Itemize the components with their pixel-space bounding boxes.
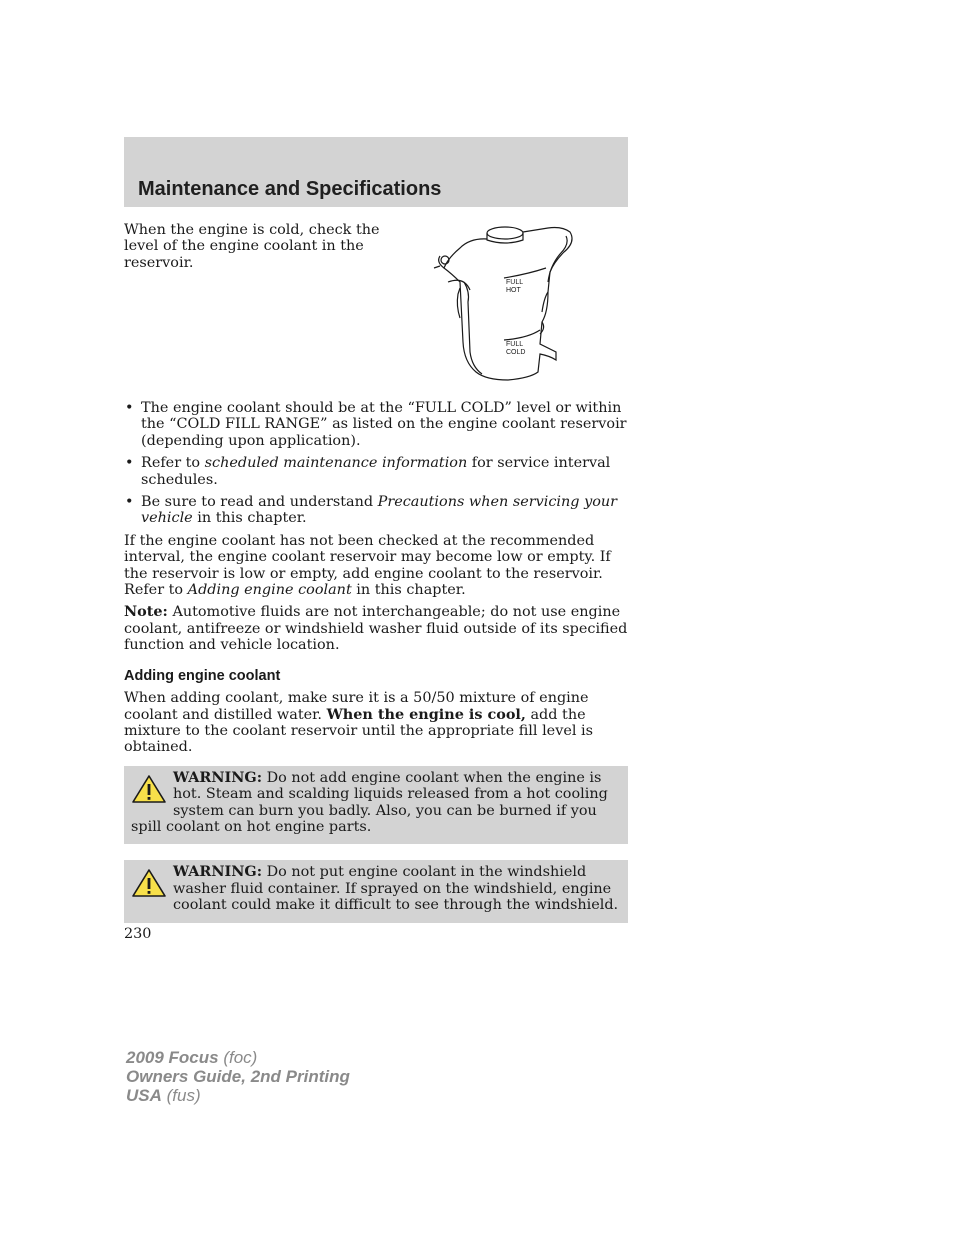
list-item xyxy=(124,400,628,449)
body-paragraph xyxy=(124,533,628,599)
bullet-list xyxy=(124,400,628,527)
full-cold-label-2: COLD xyxy=(506,349,526,356)
bullet-dot: • xyxy=(125,494,134,511)
warning-text: Do not put engine coolant in the windshield washer fluid container. If sprayed on the windshield, engine coolant could make it difficult to see through the windshield. xyxy=(173,864,619,914)
bullet-text: Refer to xyxy=(141,455,205,472)
reference-link: Precautions when servicing your vehicle xyxy=(141,494,618,527)
bullet-dot: • xyxy=(125,455,134,472)
page-number: 230 xyxy=(124,926,152,942)
body-paragraph xyxy=(124,690,628,756)
emphasis-text: When the engine is cool, xyxy=(326,705,526,723)
paragraph-text: add the mixture to the coolant reservoir until the appropriate fill level is obtained. xyxy=(124,706,594,756)
footer-market: USA xyxy=(126,1086,162,1105)
warning-label: WARNING: xyxy=(173,863,263,881)
header-band xyxy=(124,137,628,207)
list-item xyxy=(124,494,628,527)
main-content xyxy=(124,400,628,923)
bullet-dot: • xyxy=(125,400,134,416)
warning-text: Do not add engine coolant when the engine is hot. Steam and scalding liquids released from a hot cooling system can burn you badly. Also, you can be burned if you spill coolant on hot engine parts. xyxy=(131,769,608,835)
warning-box xyxy=(124,860,628,922)
bullet-text: in this chapter. xyxy=(192,510,307,527)
paragraph-text: When adding coolant, make sure it is a 50/50 mixture of engine coolant and distilled water. xyxy=(124,690,589,723)
warning-label: WARNING: xyxy=(173,768,263,786)
footer-code: (fus) xyxy=(161,1086,201,1105)
section-heading: Adding engine coolant xyxy=(124,667,281,684)
note-label: Note: xyxy=(124,603,168,621)
paragraph-text: in this chapter. xyxy=(351,582,466,599)
footer-line xyxy=(126,1086,350,1105)
footer-code: (foc) xyxy=(218,1048,258,1067)
bullet-text: Be sure to read and understand xyxy=(141,494,378,511)
reference-link: scheduled maintenance information xyxy=(204,455,468,472)
footer-line xyxy=(126,1067,350,1086)
coolant-reservoir-illustration xyxy=(430,222,580,387)
intro-paragraph: When the engine is cold, check the level of the engine coolant in the reservoir. xyxy=(124,222,380,271)
document-footer xyxy=(126,1048,350,1105)
footer-edition: Owners Guide, 2nd Printing xyxy=(126,1067,350,1086)
note-paragraph xyxy=(124,604,628,653)
full-hot-label-2: HOT xyxy=(506,287,521,294)
full-hot-label-1: FULL xyxy=(506,279,524,286)
bullet-text: The engine coolant should be at the “FULL COLD” level or within the “COLD FILL RANGE” as listed on the engine coolant reservoir (depending upon application). xyxy=(141,400,627,449)
paragraph-text: If the engine coolant has not been checked at the recommended interval, the engine coolant reservoir may become low or empty. If the reservoir is low or empty, add engine coolant to the reservoir. Refer to xyxy=(124,532,611,599)
reference-link: Adding engine coolant xyxy=(187,582,352,599)
footer-line xyxy=(126,1048,350,1067)
note-text: Automotive fluids are not interchangeable; do not use engine coolant, antifreeze or windshield washer fluid outside of its specified function and vehicle location. xyxy=(124,604,628,654)
bullet-text: for service interval schedules. xyxy=(141,455,611,488)
full-cold-label-1: FULL xyxy=(506,341,524,348)
footer-model: 2009 Focus xyxy=(126,1048,219,1067)
warning-box xyxy=(124,766,628,845)
page-title: Maintenance and Specifications xyxy=(138,178,442,200)
list-item xyxy=(124,455,628,488)
warning-triangle-icon xyxy=(131,774,167,804)
warning-triangle-icon xyxy=(131,868,167,898)
